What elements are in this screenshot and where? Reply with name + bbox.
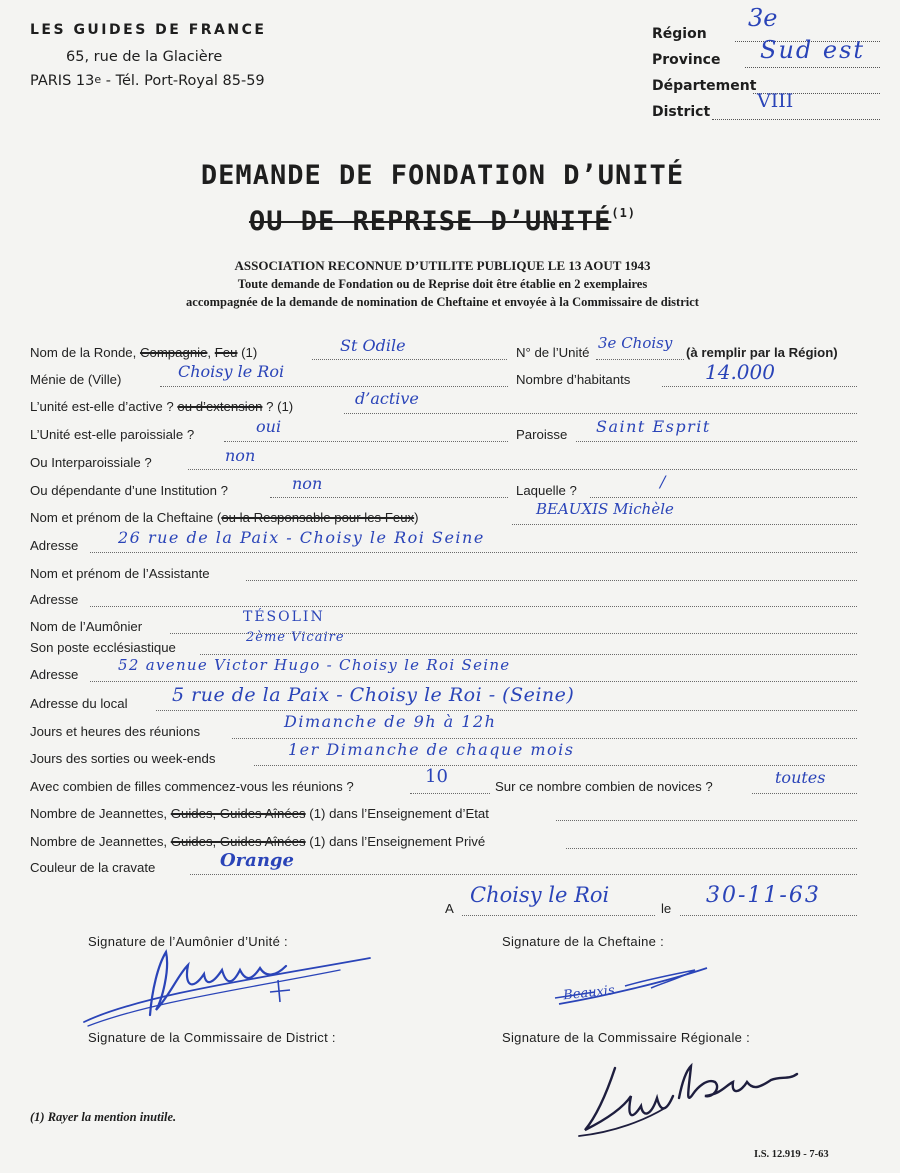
habitants-label: Nombre d’habitants <box>516 372 631 387</box>
cheftaine-signature-text: Beauxis <box>562 983 616 1004</box>
assistante-label: Nom et prénom de l’Assistante <box>30 566 210 581</box>
unite-label: N° de l’Unité <box>516 345 590 360</box>
ronde-value: St Odile <box>340 336 406 355</box>
filles-field[interactable] <box>410 780 490 794</box>
district-value: VIII <box>757 90 794 112</box>
paroisse-value: Saint Esprit <box>596 417 711 436</box>
etat-field[interactable] <box>556 807 857 821</box>
aumonier-signature <box>80 940 380 1040</box>
active-value: d’active <box>355 389 419 408</box>
departement-label: Département <box>652 78 757 94</box>
assistante-field[interactable] <box>246 567 857 581</box>
reunions-value: Dimanche de 9h à 12h <box>284 712 497 731</box>
laquelle-value: / <box>660 472 666 491</box>
poste-value: 2ème Vicaire <box>246 630 345 645</box>
prive-field[interactable] <box>566 835 857 849</box>
paroissiale-label: L’Unité est-elle paroissiale ? <box>30 427 195 442</box>
cravate-value: Orange <box>220 850 294 871</box>
reunions-label: Jours et heures des réunions <box>30 724 201 739</box>
prive-label: Nombre de Jeannettes, Guides, Guides Aînées (1) dans l’Enseignement Privé <box>30 834 486 849</box>
active-label: L’unité est-elle d’active ? ou d’extension ? (1) <box>30 399 294 414</box>
province-label: Province <box>652 52 721 68</box>
date-le-label: le <box>661 901 672 916</box>
sig-district-label: Signature de la Commissaire de District : <box>88 1030 336 1045</box>
local-label: Adresse du local <box>30 696 128 711</box>
sorties-value: 1er Dimanche de chaque mois <box>288 740 575 759</box>
interparoissiale-value: non <box>225 446 256 465</box>
org-city-phone: PARIS 13e - Tél. Port-Royal 85-59 <box>30 73 265 89</box>
assistante-adresse-label: Adresse <box>30 592 79 607</box>
footer-note: (1) Rayer la mention inutile. <box>30 1110 177 1124</box>
cravate-label: Couleur de la cravate <box>30 860 156 875</box>
place-value: Choisy le Roi <box>470 883 610 907</box>
aumonier-label: Nom de l’Aumônier <box>30 619 143 634</box>
sorties-label: Jours des sorties ou week-ends <box>30 751 216 766</box>
etat-label: Nombre de Jeannettes, Guides, Guides Aînées (1) dans l’Enseignement d’Etat <box>30 806 489 821</box>
org-address: 65, rue de la Glacière <box>66 49 223 65</box>
aumonier-value: TÉSOLIN <box>243 609 325 625</box>
institution-label: Ou dépendante d’une Institution ? <box>30 483 228 498</box>
cheftaine-label: Nom et prénom de la Cheftaine (ou la Responsable pour les Feux) <box>30 510 419 525</box>
menie-label: Ménie de (Ville) <box>30 372 122 387</box>
filles-label: Avec combien de filles commencez-vous les réunions ? <box>30 779 354 794</box>
sig-regionale-label: Signature de la Commissaire Régionale : <box>502 1030 750 1045</box>
province-value: Sud est <box>760 36 866 64</box>
aumonier-adresse-label: Adresse <box>30 667 79 682</box>
interparoissiale-label: Ou Interparoissiale ? <box>30 455 152 470</box>
sig-aumonier-label: Signature de l’Aumônier d’Unité : <box>88 934 288 949</box>
novices-label: Sur ce nombre combien de novices ? <box>495 779 713 794</box>
date-value: 30-11-63 <box>706 883 821 908</box>
paroissiale-value: oui <box>256 417 282 436</box>
region-label: Région <box>652 26 707 42</box>
ronde-label: Nom de la Ronde, Compagnie, Feu (1) <box>30 345 258 360</box>
filles-value: 10 <box>425 766 448 787</box>
cheftaine-adresse-value: 26 rue de la Paix - Choisy le Roi Seine <box>118 528 485 547</box>
laquelle-field[interactable] <box>590 484 857 498</box>
district-label: District <box>652 104 711 120</box>
interparoissiale-field[interactable] <box>188 456 857 470</box>
association-line: ASSOCIATION RECONNUE D’UTILITE PUBLIQUE LE 13 AOUT 1943 <box>234 258 651 273</box>
active-field[interactable] <box>344 400 857 414</box>
district-field[interactable] <box>712 107 880 120</box>
poste-label: Son poste ecclésiastique <box>30 640 176 655</box>
assistante-adresse-field[interactable] <box>90 593 857 607</box>
aumonier-adresse-value: 52 avenue Victor Hugo - Choisy le Roi Seine <box>118 656 511 674</box>
paroisse-label: Paroisse <box>516 427 568 442</box>
form-reference: I.S. 12.919 - 7-63 <box>754 1149 829 1160</box>
instruction-line1: Toute demande de Fondation ou de Reprise doit être établie en 2 exemplaires <box>237 277 648 291</box>
laquelle-label: Laquelle ? <box>516 483 577 498</box>
local-value: 5 rue de la Paix - Choisy le Roi - (Seine) <box>172 684 575 706</box>
unite-suffix: (à remplir par la Région) <box>686 345 838 360</box>
title-line2: OU DE REPRISE D’UNITÉ$^{(1)}$ <box>248 206 637 237</box>
habitants-value: 14.000 <box>705 360 775 384</box>
region-value: 3e <box>748 4 778 32</box>
org-name: LES GUIDES DE FRANCE <box>30 22 267 38</box>
institution-value: non <box>292 474 323 493</box>
novices-value: toutes <box>775 768 826 787</box>
regionale-signature <box>575 1058 805 1148</box>
cheftaine-signature <box>555 960 715 1010</box>
cheftaine-adresse-label: Adresse <box>30 538 79 553</box>
title-line1: DEMANDE DE FONDATION D’UNITÉ <box>200 160 685 191</box>
cheftaine-value: BEAUXIS Michèle <box>536 500 674 518</box>
unite-value: 3e Choisy <box>598 334 673 352</box>
instruction-line2: accompagnée de la demande de nomination de Cheftaine et envoyée à la Commissaire de district <box>186 295 699 309</box>
menie-value: Choisy le Roi <box>178 362 285 381</box>
sig-cheftaine-label: Signature de la Cheftaine : <box>502 934 665 949</box>
place-a-label: A <box>445 901 454 916</box>
